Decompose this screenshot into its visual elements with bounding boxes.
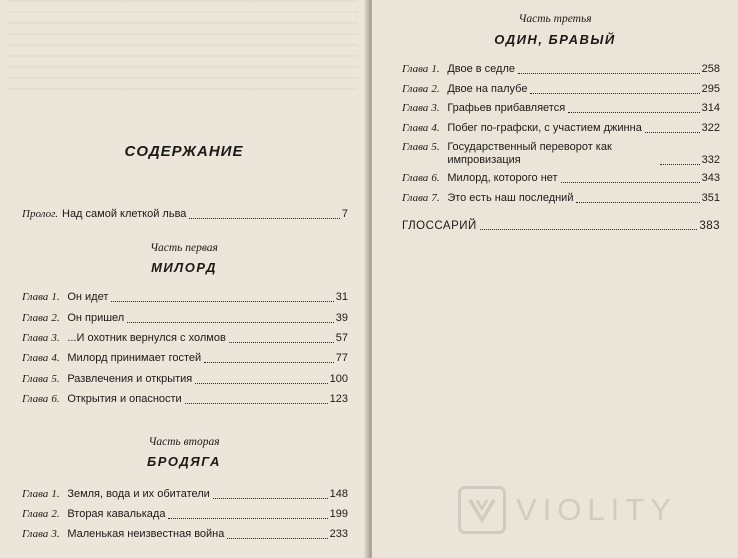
- toc-row: [22, 508, 348, 521]
- part1-label: Часть первая: [150, 242, 218, 254]
- leader-dots: [229, 342, 334, 343]
- leader-dots: [111, 301, 333, 302]
- chapter-label: Глава 5.: [22, 373, 60, 385]
- leader-dots: [561, 182, 700, 183]
- leader-dots: [227, 538, 327, 539]
- chapter-label: Глава 4.: [402, 122, 440, 134]
- chapter-label: Глава 6.: [22, 393, 60, 405]
- toc-row: [402, 192, 720, 205]
- leader-dots: [185, 403, 328, 404]
- toc-page-number: 57: [335, 332, 348, 344]
- toc-row: [402, 141, 720, 167]
- toc-title: Земля, вода и их обитатели: [67, 488, 210, 500]
- part2-label: Часть вторая: [148, 436, 220, 448]
- chapter-label: Глава 1.: [22, 488, 60, 500]
- leader-dots: [195, 383, 327, 384]
- toc-page-number: 31: [335, 291, 348, 303]
- leader-dots: [568, 112, 699, 113]
- toc-title: Вторая кавалькада: [67, 508, 166, 520]
- chapter-label: Глава 3.: [22, 528, 60, 540]
- toc-row: [402, 102, 720, 115]
- toc-title: Маленькая неизвестная война: [67, 528, 225, 540]
- part2-title: БРОДЯГА: [147, 454, 221, 469]
- chapter-label: Глава 4.: [22, 352, 60, 364]
- toc-title: Двое в седле: [447, 63, 516, 75]
- violity-logo-icon: [458, 486, 506, 534]
- watermark-text: VIOLITY: [516, 492, 677, 527]
- left-page: [0, 0, 368, 558]
- toc-title: Над самой клеткой льва: [62, 208, 187, 220]
- toc-title: Развлечения и открытия: [67, 373, 193, 385]
- chapter-label: Глава 3.: [402, 102, 440, 114]
- toc-row-glossary: [402, 220, 720, 232]
- leader-dots: [576, 202, 699, 203]
- toc-page-number: 7: [341, 208, 348, 220]
- toc-row: [22, 373, 348, 386]
- leader-dots: [518, 73, 700, 74]
- chapter-label: Глава 1.: [22, 291, 60, 303]
- toc-row: [22, 291, 348, 304]
- toc-row: [22, 488, 348, 501]
- toc-page-number: 332: [701, 154, 720, 166]
- leader-dots: [530, 93, 699, 94]
- chapter-label: Глава 2.: [22, 312, 60, 324]
- leader-dots: [168, 518, 327, 519]
- toc-title: Милорд, которого нет: [447, 172, 558, 184]
- toc-title: Это есть наш последний: [447, 192, 574, 204]
- chapter-label: Глава 2.: [402, 83, 440, 95]
- toc-row: [22, 393, 348, 406]
- part3-title: ОДИН, БРАВЫЙ: [494, 32, 616, 47]
- leader-dots: [204, 362, 334, 363]
- toc-row: [402, 83, 720, 96]
- toc-page-number: 77: [335, 352, 348, 364]
- toc-row: [402, 63, 720, 76]
- leader-dots: [645, 132, 700, 133]
- part3-label: Часть третья: [518, 13, 592, 25]
- toc-row-prologue: [22, 208, 348, 221]
- leader-dots: [189, 218, 339, 219]
- toc-row: [402, 172, 720, 185]
- toc-title: Открытия и опасности: [67, 393, 182, 405]
- toc-title: Побег по-графски, с участием джинна: [447, 122, 642, 134]
- part1-title: МИЛОРД: [151, 260, 217, 275]
- toc-page-number: 351: [701, 192, 720, 204]
- leader-dots: [660, 164, 699, 165]
- toc-row: [402, 122, 720, 135]
- prologue-label: Пролог.: [22, 208, 58, 220]
- toc-row: [22, 312, 348, 325]
- chapter-label: Глава 6.: [402, 172, 440, 184]
- toc-page-number: 39: [335, 312, 348, 324]
- leader-dots: [127, 322, 334, 323]
- chapter-label: Глава 7.: [402, 192, 440, 204]
- toc-page-number: 258: [701, 63, 720, 75]
- toc-row: [22, 352, 348, 365]
- toc-title: Милорд принимает гостей: [67, 352, 202, 364]
- toc-page-number: 199: [329, 508, 348, 520]
- chapter-label: Глава 2.: [22, 508, 60, 520]
- leader-dots: [480, 229, 698, 230]
- toc-page-number: 100: [329, 373, 348, 385]
- toc-page-number: 314: [701, 102, 720, 114]
- toc-row: [22, 528, 348, 541]
- toc-page-number: 123: [329, 393, 348, 405]
- watermark: [458, 486, 677, 534]
- toc-page-number: 295: [701, 83, 720, 95]
- toc-title: ...И охотник вернулся с холмов: [67, 332, 226, 344]
- toc-row: [22, 332, 348, 345]
- toc-title: Двое на палубе: [447, 83, 528, 95]
- toc-page-number: 148: [329, 488, 348, 500]
- toc-page-number: 383: [699, 220, 720, 232]
- toc-page-number: 233: [329, 528, 348, 540]
- toc-title: Графьев прибавляется: [447, 102, 566, 114]
- leader-dots: [213, 498, 328, 499]
- contents-title: СОДЕРЖАНИЕ: [124, 143, 244, 160]
- toc-title: Он идет: [67, 291, 109, 303]
- glossary-title: ГЛОССАРИЙ: [402, 220, 477, 232]
- toc-title: Государственный переворот как импровизация: [447, 141, 612, 166]
- right-page: [372, 0, 738, 558]
- toc-page-number: 322: [701, 122, 720, 134]
- toc-title: Он пришел: [67, 312, 125, 324]
- bleed-through-text: [8, 0, 358, 95]
- chapter-label: Глава 5.: [402, 141, 440, 153]
- chapter-label: Глава 3.: [22, 332, 60, 344]
- toc-page-number: 343: [701, 172, 720, 184]
- chapter-label: Глава 1.: [402, 63, 440, 75]
